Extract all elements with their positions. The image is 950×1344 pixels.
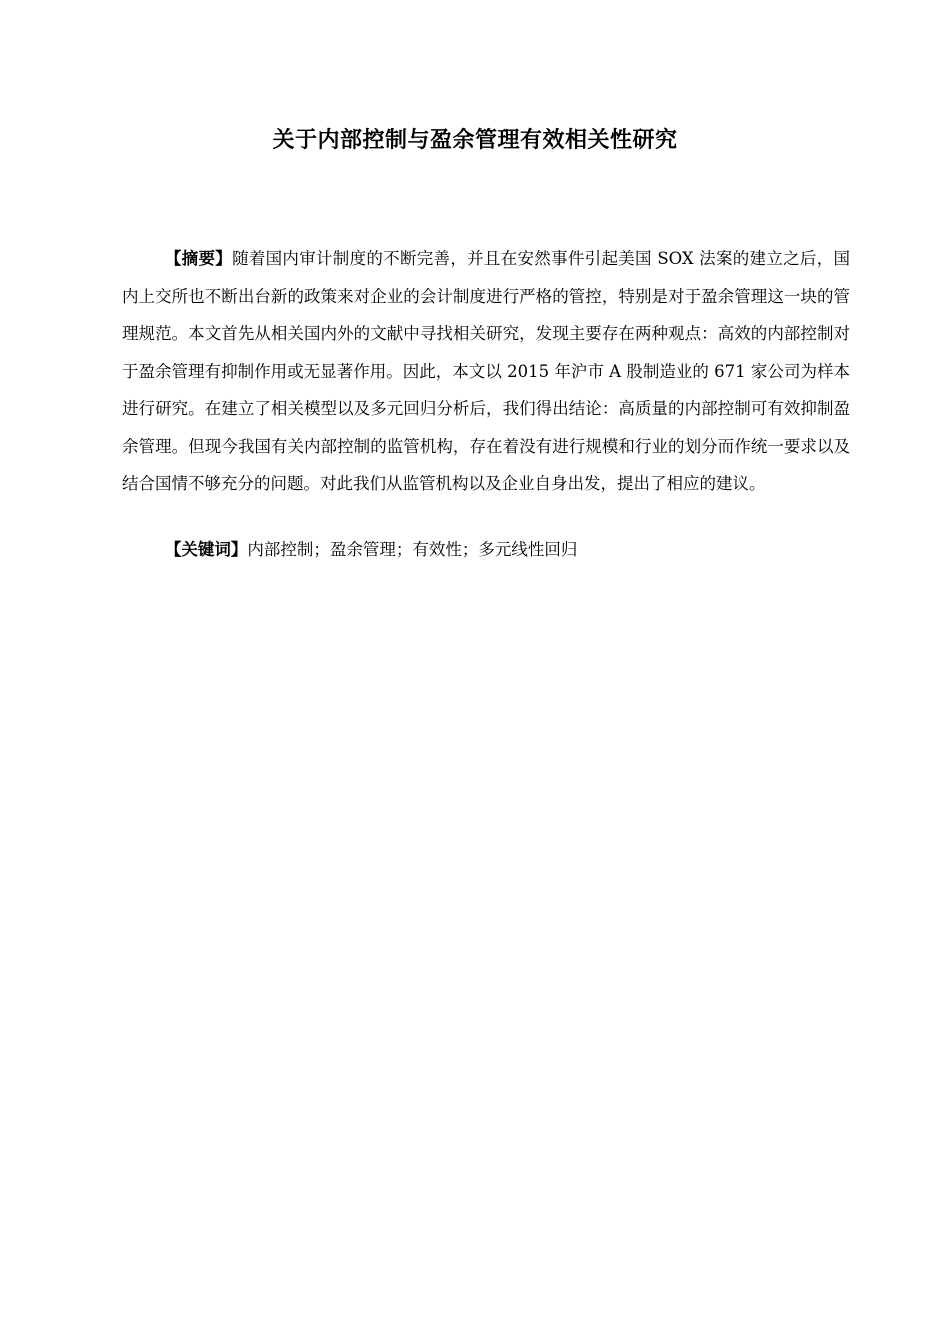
keywords-text: 内部控制；盈余管理；有效性；多元线性回归: [247, 540, 578, 559]
abstract-label: 【摘要】: [164, 249, 233, 268]
abstract-paragraph: [122, 240, 850, 503]
keywords-label: 【关键词】: [164, 540, 248, 559]
document-title: 关于内部控制与盈余管理有效相关性研究: [272, 127, 678, 153]
keywords-paragraph: [122, 531, 850, 569]
abstract-text: 随着国内审计制度的不断完善，并且在安然事件引起美国 SOX 法案的建立之后，国内上交所也不断出台新的政策来对企业的会计制度进行严格的管控，特别是对于盈余管理这一块的管理规范。本文首先从相关国内外的文献中寻找相关研究，发现主要存在两种观点：高效的内部控制对于盈余管理有抑制作用或无显著作用。因此，本文以 2015 年沪市 A 股制造业的 671 家公司为样本进行研究。在建立了相关模型以及多元回归分析后，我们得出结论：高质量的内部控制可有效抑制盈余管理。但现今我国有关内部控制的监管机构，存在着没有进行规模和行业的划分而作统一要求以及结合国情不够充分的问题。对此我们从监管机构以及企业自身出发，提出了相应的建议。: [122, 249, 851, 493]
